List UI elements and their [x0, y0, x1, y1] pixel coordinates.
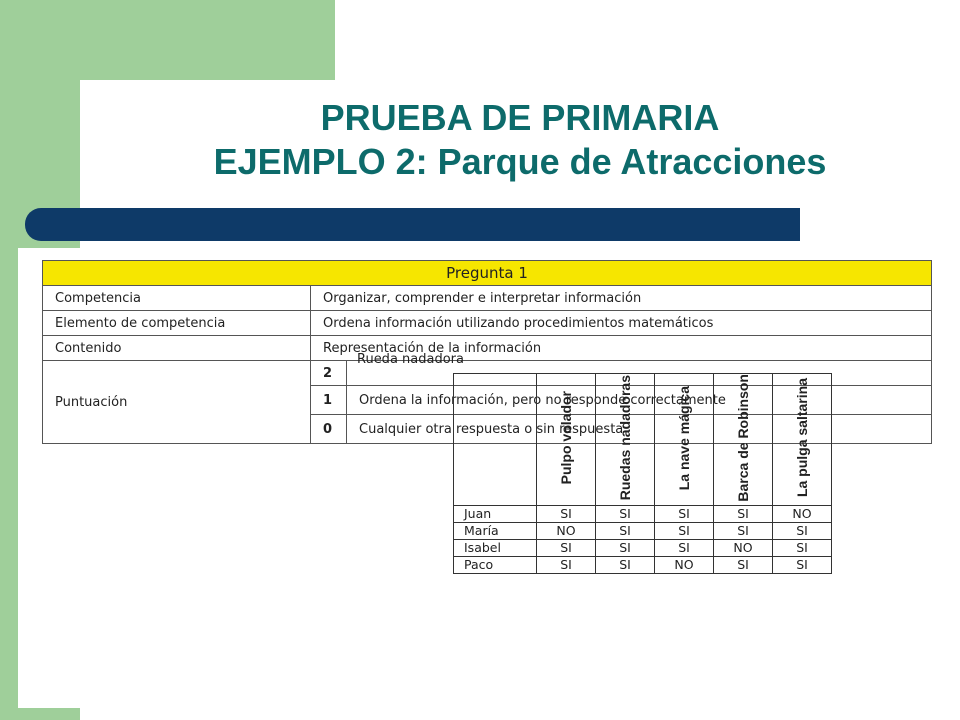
- grid-row-name: Isabel: [454, 539, 537, 556]
- grid-cell: NO: [537, 522, 596, 539]
- title-line-2: EJEMPLO 2: Parque de Atracciones: [213, 141, 827, 182]
- title-line-1: PRUEBA DE PRIMARIA: [320, 97, 720, 138]
- grid-cell: SI: [596, 505, 655, 522]
- grid-row: [454, 556, 832, 573]
- table-row: [43, 286, 932, 311]
- grid-cell: SI: [773, 522, 832, 539]
- grid-column-header: [596, 374, 655, 506]
- grid-cell: NO: [714, 539, 773, 556]
- grid-cell: SI: [655, 539, 714, 556]
- puntuacion-label: Puntuación: [43, 361, 311, 444]
- grid-column-header: [655, 374, 714, 506]
- grid-cell: SI: [596, 522, 655, 539]
- correct-answer: Rueda nadadora: [357, 352, 464, 367]
- grid-cell: SI: [596, 556, 655, 573]
- score-description: Cualquier otra respuesta o sin respuesta: [347, 415, 932, 444]
- grid-row-name: Paco: [454, 556, 537, 573]
- grid-row-name: María: [454, 522, 537, 539]
- grid-cell: SI: [537, 556, 596, 573]
- grid-cell: SI: [714, 505, 773, 522]
- grid-column-header: [714, 374, 773, 506]
- grid-cell: SI: [655, 505, 714, 522]
- grid-corner: [454, 374, 537, 506]
- grid-row: [454, 505, 832, 522]
- grid-cell: SI: [596, 539, 655, 556]
- green-top-band: [0, 0, 335, 80]
- row-value: Representación de la información: [311, 336, 932, 361]
- grid-column-header: [537, 374, 596, 506]
- table-row: [43, 336, 932, 361]
- grid-cell: SI: [773, 539, 832, 556]
- attractions-grid: [453, 373, 832, 574]
- column-label: Ruedas nadadoras: [617, 375, 633, 501]
- grid-cell: SI: [714, 522, 773, 539]
- grid-cell: SI: [773, 556, 832, 573]
- row-label: Elemento de competencia: [43, 311, 311, 336]
- slide-title: [80, 96, 960, 184]
- grid-cell: SI: [537, 539, 596, 556]
- column-label: La pulga saltarina: [794, 378, 810, 498]
- grid-cell: NO: [773, 505, 832, 522]
- grid-row: [454, 522, 832, 539]
- grid-row: [454, 539, 832, 556]
- table-row: [43, 311, 932, 336]
- grid-cell: SI: [655, 522, 714, 539]
- score-value: 2: [311, 361, 347, 386]
- row-label: Competencia: [43, 286, 311, 311]
- blue-divider-bar: [25, 208, 800, 241]
- grid-cell: NO: [655, 556, 714, 573]
- column-label: Barca de Robinson: [735, 374, 751, 502]
- grid-cell: SI: [714, 556, 773, 573]
- row-value: Organizar, comprender e interpretar información: [311, 286, 932, 311]
- column-label: Pulpo volador: [558, 391, 574, 485]
- grid-row-name: Juan: [454, 505, 537, 522]
- column-label: La nave mágica: [676, 385, 692, 490]
- score-value: 0: [311, 415, 347, 444]
- question-header: Pregunta 1: [43, 261, 932, 286]
- row-value: Ordena información utilizando procedimientos matemáticos: [311, 311, 932, 336]
- row-label: Contenido: [43, 336, 311, 361]
- score-description: Ordena la información, pero no responde correctamente: [347, 386, 932, 415]
- grid-column-header: [773, 374, 832, 506]
- rubric-table: [42, 260, 932, 573]
- grid-cell: SI: [537, 505, 596, 522]
- score-value: 1: [311, 386, 347, 415]
